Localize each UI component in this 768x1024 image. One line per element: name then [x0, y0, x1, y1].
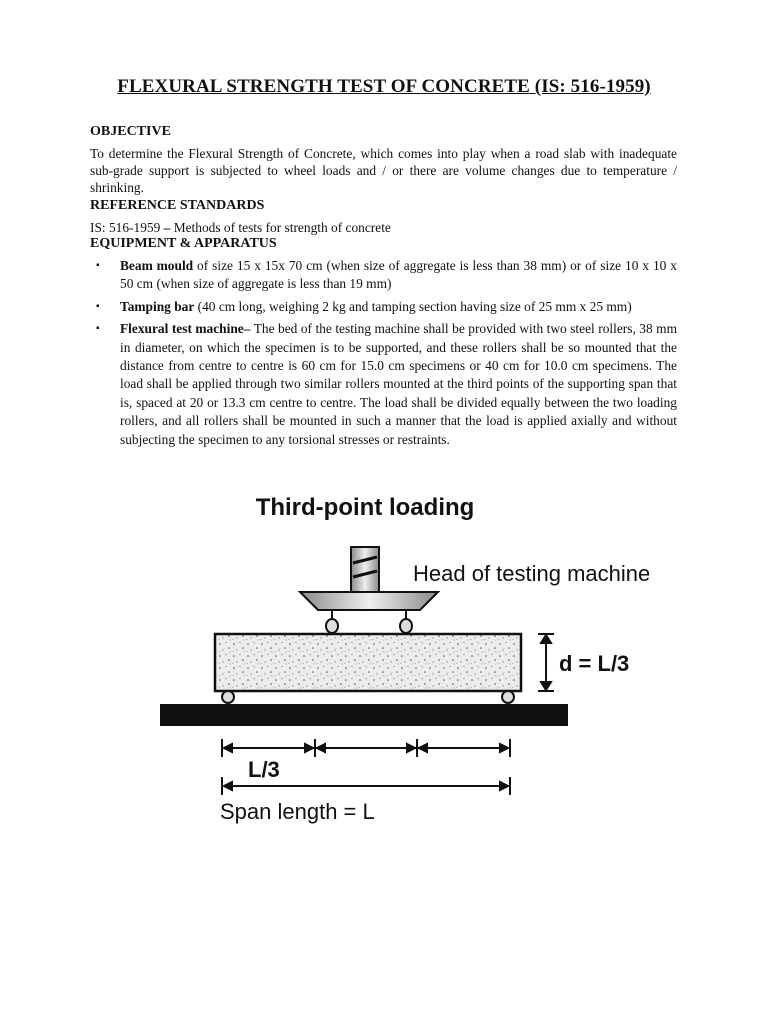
item-term: Tamping bar	[120, 298, 195, 314]
span-length-label: Span length = L	[220, 799, 375, 824]
item-text: (40 cm long, weighing 2 kg and tamping section having size of 25 mm x 25 mm)	[194, 298, 632, 314]
bullet-icon: ▪	[96, 260, 100, 271]
objective-text: To determine the Flexural Strength of Concrete, which comes into play when a road slab with inadequate sub-grade support is subjected to wheel loads and / or there are volume changes due to temperature / shrinking.	[90, 146, 677, 195]
figure-title: Third-point loading	[255, 494, 475, 521]
bullet-icon: ▪	[96, 323, 100, 335]
item-term: Flexural test machine–	[120, 321, 251, 337]
bullet-icon: ▪	[96, 300, 100, 312]
head-label: Head of testing machine	[413, 561, 651, 586]
reference-dash: –	[160, 220, 174, 235]
third-length-label: L/3	[248, 757, 280, 782]
reference-code: IS: 516-1959	[90, 220, 161, 235]
page-title: FLEXURAL STRENGTH TEST OF CONCRETE (IS: 516-1959)	[117, 76, 651, 97]
concrete-specimen	[215, 634, 521, 691]
equipment-heading: EQUIPMENT & APPARATUS	[90, 236, 277, 251]
third-point-loading-diagram	[120, 485, 680, 830]
list-item	[90, 298, 677, 316]
reference-heading: REFERENCE STANDARDS	[90, 198, 265, 213]
support-rollers	[222, 691, 514, 703]
reference-line	[90, 219, 677, 236]
objective-heading: OBJECTIVE	[90, 124, 171, 139]
loading-rollers	[326, 619, 412, 633]
equipment-list	[90, 257, 677, 453]
reference-text: Methods of tests for strength of concrete	[173, 220, 391, 235]
machine-bed	[160, 704, 568, 726]
item-text: The bed of the testing machine shall be provided with two steel rollers, 38 mm in diameter, on which the specimen is to be supported, and these rollers shall be so mounted that the distance from centre to centre is 60 cm for 15.0 cm specimens or 40 cm for 10.0 cm specimens. The load shall be applied through two similar rollers mounted at the third points of the supporting span that is, spaced at 20 or 13.3 cm centre to centre. The load shall be divided equally between the two loading rollers, and all rollers shall be mounted in such a manner that the load is applied axially and without subjecting the specimen to any torsional stresses or restraints.	[120, 321, 677, 447]
depth-label: d = L/3	[559, 651, 630, 676]
item-term: Beam mould	[120, 258, 194, 273]
depth-dimension	[538, 634, 554, 691]
third-span-dimension	[222, 739, 510, 757]
list-item	[90, 257, 677, 294]
item-text: of size 15 x 15x 70 cm (when size of aggregate is less than 38 mm) or of size 10 x 10 x 50 cm (when size of aggregate is less than 19 mm)	[120, 258, 677, 292]
list-item	[90, 320, 677, 449]
